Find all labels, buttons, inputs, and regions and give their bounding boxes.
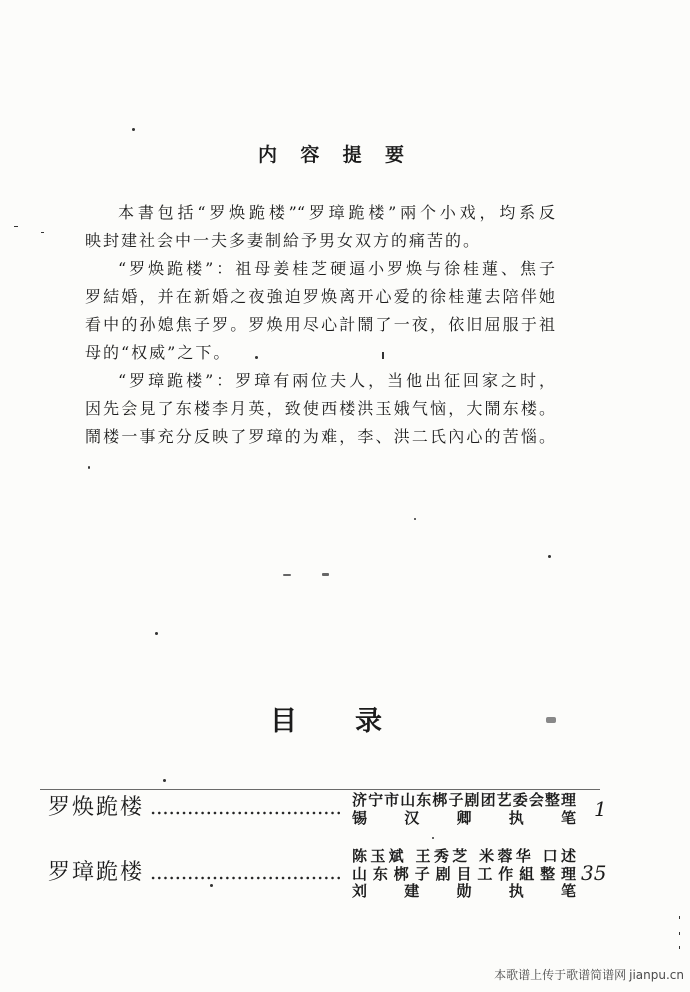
toc-entry-page-number: 35 [581,861,607,885]
credit-line: 刘 建 勋 执 笔 [352,882,576,900]
credit-line: 山东梆子剧目工作組整理 [352,864,576,883]
watermark [494,966,684,983]
credit-line: 济宁市山东梆子剧团艺委会整理 [352,791,576,809]
scan-speck [679,946,680,949]
scan-speck [322,573,329,576]
toc-entry-credits [352,848,576,901]
scan-speck [210,884,213,887]
summary-title: 内 容 提 要 [258,144,404,166]
scan-speck [679,916,680,919]
scan-speck [679,932,680,935]
scan-speck [14,226,18,227]
scan-speck [382,352,384,359]
scan-speck [546,717,556,723]
summary-line: 本書包括“罗焕跪楼”“罗璋跪楼”兩个小戏，均系反 [118,203,555,222]
watermark-site: jianpu.cn [629,968,684,982]
scan-speck [283,574,291,576]
toc-dot-leader [150,876,340,880]
scan-speck [155,632,158,635]
scan-speck [132,128,135,131]
credit-line: 陈玉斌 王秀芝 米蓉华 口述 [352,847,576,865]
toc-title: 目 录 [270,706,382,737]
scan-speck [88,466,90,469]
summary-line: “罗璋跪楼”：罗璋有兩位夫人，当他出征回家之时， [118,371,555,390]
scan-speck [414,518,416,520]
scan-speck [163,779,166,782]
summary-line: “罗焕跪楼”：祖母姜桂芝硬逼小罗焕与徐桂蓮、焦子 [118,259,555,278]
scan-speck [432,837,434,839]
summary-line: 鬧楼一事充分反映了罗璋的为难，李、洪二氏內心的苦惱。 [85,427,555,446]
watermark-text: 本歌谱上传于歌谱简谱网 [494,968,627,982]
scan-speck [255,356,258,359]
summary-line: 母的“权威”之下。 [85,343,232,362]
toc-divider [40,789,600,790]
summary-text [85,199,555,451]
toc-entry-title: 罗璋跪楼 [48,860,145,885]
toc-entry-credits [352,791,576,827]
summary-line: 罗結婚，并在新婚之夜強迫罗焕离开心爱的徐桂蓮去陪伴她 [85,287,555,306]
summary-line: 因先会見了东楼李月英，致使西楼洪玉娥气恼，大鬧东楼。 [85,399,555,418]
summary-line: 看中的孙媳焦子罗。罗焕用尽心計鬧了一夜，依旧屈服于祖 [85,315,555,334]
scan-speck [41,232,44,233]
toc-dot-leader [150,811,340,815]
scan-speck [548,555,551,558]
credit-line: 锡 汉 卿 执 笔 [352,809,576,827]
toc-entry-title: 罗焕跪楼 [48,795,145,820]
toc-entry-page-number: 1 [594,797,607,821]
summary-line: 映封建社会中一夫多妻制給予男女双方的痛苦的。 [85,231,482,250]
